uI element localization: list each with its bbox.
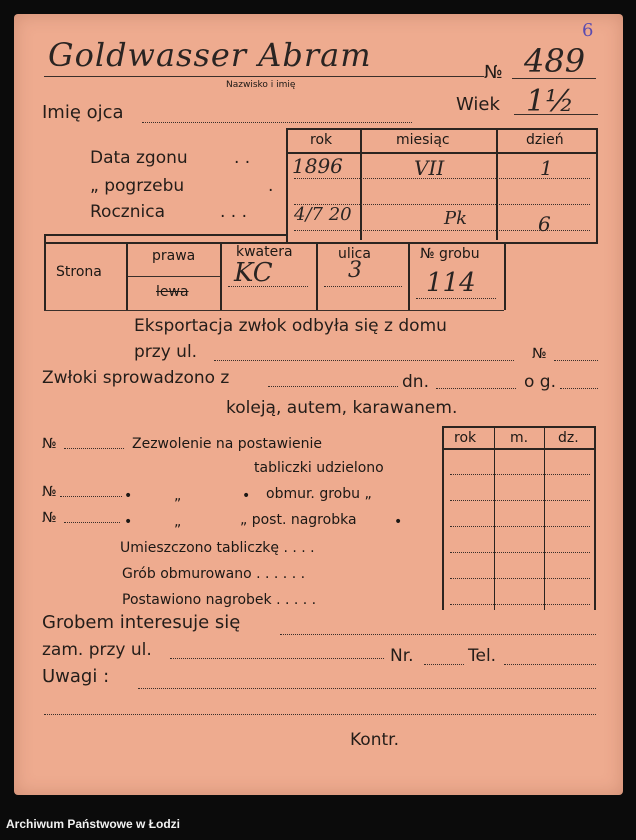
record-number-label: № bbox=[484, 62, 503, 83]
export-street-line bbox=[214, 360, 514, 361]
permit-table-right bbox=[594, 426, 596, 610]
transport-methods: koleją, autem, karawanem. bbox=[226, 398, 458, 418]
monument-bullet-1: • bbox=[124, 514, 133, 530]
nr-line bbox=[424, 664, 464, 665]
side-right-option: prawa bbox=[152, 248, 196, 264]
age-label: Wiek bbox=[456, 94, 500, 115]
grave-number-label: № grobu bbox=[420, 246, 480, 262]
brought-day-line bbox=[436, 388, 516, 389]
permit-table-row-4 bbox=[450, 552, 590, 553]
remarks-line-1 bbox=[138, 688, 596, 689]
brought-hour-label: o g. bbox=[524, 372, 556, 392]
remarks-line-2 bbox=[44, 714, 596, 715]
location-sep-4 bbox=[408, 242, 410, 310]
brought-hour-line bbox=[560, 388, 598, 389]
father-name-line bbox=[142, 122, 412, 123]
monument-placed-label: Postawiono nagrobek . . . . . bbox=[122, 592, 317, 608]
wall-text: obmur. grobu „ bbox=[266, 486, 372, 502]
control-label: Kontr. bbox=[350, 730, 399, 750]
permit-table-row-5 bbox=[450, 578, 590, 579]
permit-table-row-6 bbox=[450, 604, 590, 605]
surname-caption: Nazwisko i imię bbox=[226, 80, 296, 90]
interested-label: Grobem interesuje się bbox=[42, 612, 241, 633]
street-label: ulica bbox=[338, 246, 371, 262]
burial-date-dots: . bbox=[268, 176, 274, 196]
permit-table-top bbox=[442, 426, 596, 428]
father-name-label: Imię ojca bbox=[42, 102, 124, 123]
death-year: 1896 bbox=[292, 154, 343, 178]
death-day: 1 bbox=[540, 156, 553, 180]
record-number-value: 489 bbox=[524, 42, 586, 80]
street-value: 3 bbox=[348, 258, 362, 283]
wall-bullet-1: • bbox=[124, 488, 133, 504]
burial-date-label: „ pogrzebu bbox=[90, 176, 185, 196]
dates-col-month: miesiąc bbox=[396, 132, 450, 148]
permit-col-year: rok bbox=[454, 430, 477, 446]
death-date-dots: . . bbox=[234, 148, 251, 168]
permit-table-sep-1 bbox=[494, 428, 495, 610]
location-bottom-line bbox=[44, 310, 504, 311]
brought-day-label: dn. bbox=[402, 372, 429, 392]
street-line bbox=[324, 286, 402, 287]
kwatera-value: KC bbox=[234, 258, 273, 288]
age-line bbox=[514, 114, 598, 115]
permit-table-row-3 bbox=[450, 526, 590, 527]
export-street-label: przy ul. bbox=[134, 342, 198, 362]
dates-col-sep-2 bbox=[496, 130, 498, 240]
kwatera-label: kwatera bbox=[236, 244, 293, 260]
monument-bullet-2: • bbox=[394, 514, 403, 530]
dates-col-sep-1 bbox=[360, 130, 362, 240]
export-no-line bbox=[554, 360, 598, 361]
permit-table-header-line bbox=[442, 448, 596, 450]
archive-credit: Archiwum Państwowe w Łodzi bbox=[6, 817, 181, 831]
surname-line bbox=[44, 76, 484, 77]
brought-from-label: Zwłoki sprowadzono z bbox=[42, 368, 230, 388]
wall-bullet-2: • bbox=[242, 488, 251, 504]
dates-col-day: dzień bbox=[526, 132, 564, 148]
permit-col-month: m. bbox=[510, 430, 529, 446]
dates-col-year: rok bbox=[310, 132, 333, 148]
anniversary-label: Rocznica bbox=[90, 202, 165, 222]
permit-no-line bbox=[64, 448, 124, 449]
surname-value: Goldwasser Abram bbox=[48, 36, 372, 74]
wall-no-label: № bbox=[42, 484, 57, 500]
export-line: Eksportacja zwłok odbyła się z domu bbox=[134, 316, 447, 336]
location-top-line bbox=[44, 234, 288, 236]
tel-line bbox=[504, 664, 596, 665]
wall-ditto: „ bbox=[174, 488, 182, 504]
brought-from-line bbox=[268, 386, 398, 387]
interested-line bbox=[280, 634, 596, 635]
permit-table-left bbox=[442, 426, 444, 610]
placed-tablet-label: Umieszczono tabliczkę . . . . bbox=[120, 540, 315, 556]
side-label: Strona bbox=[56, 264, 102, 280]
monument-no-line bbox=[64, 522, 120, 523]
wall-no-line bbox=[60, 496, 122, 497]
location-sep-5 bbox=[504, 242, 506, 310]
export-no-label: № bbox=[532, 346, 547, 362]
walled-label: Grób obmurowano . . . . . . bbox=[122, 566, 306, 582]
permit-table-sep-2 bbox=[544, 428, 545, 610]
monument-no-label: № bbox=[42, 510, 57, 526]
permit-text-1: Zezwolenie na postawienie bbox=[132, 436, 322, 452]
permit-table-row-1 bbox=[450, 474, 590, 475]
death-month: VII bbox=[414, 156, 445, 180]
grave-number-value: 114 bbox=[426, 268, 476, 298]
record-number-line bbox=[512, 78, 596, 79]
monument-text: „ post. nagrobka bbox=[240, 512, 357, 528]
location-sep-2 bbox=[220, 242, 222, 310]
nr-label: Nr. bbox=[390, 646, 414, 666]
anniversary-month: Pk bbox=[444, 208, 468, 229]
location-left-edge bbox=[44, 234, 46, 310]
remarks-label: Uwagi : bbox=[42, 666, 110, 687]
permit-text-2: tabliczki udzielono bbox=[254, 460, 384, 476]
side-left-option: lewa bbox=[156, 284, 189, 300]
grave-number-line bbox=[416, 298, 496, 299]
anniversary-dots: . . . bbox=[220, 202, 248, 222]
age-value: 1½ bbox=[526, 84, 575, 119]
permit-no-label: № bbox=[42, 436, 57, 452]
monument-ditto: „ bbox=[174, 514, 182, 530]
permit-col-day: dz. bbox=[558, 430, 579, 446]
registration-card bbox=[14, 14, 623, 795]
location-mid-line bbox=[128, 276, 220, 277]
corner-number: 6 bbox=[582, 20, 594, 41]
kwatera-line bbox=[228, 286, 308, 287]
anniversary-day: 6 bbox=[538, 212, 551, 236]
death-date-label: Data zgonu bbox=[90, 148, 188, 168]
location-sep-3 bbox=[316, 242, 318, 310]
residing-label: zam. przy ul. bbox=[42, 640, 152, 660]
tel-label: Tel. bbox=[468, 646, 497, 666]
permit-table-row-2 bbox=[450, 500, 590, 501]
residing-line bbox=[170, 658, 384, 659]
anniversary-year: 4/7 20 bbox=[294, 204, 352, 225]
